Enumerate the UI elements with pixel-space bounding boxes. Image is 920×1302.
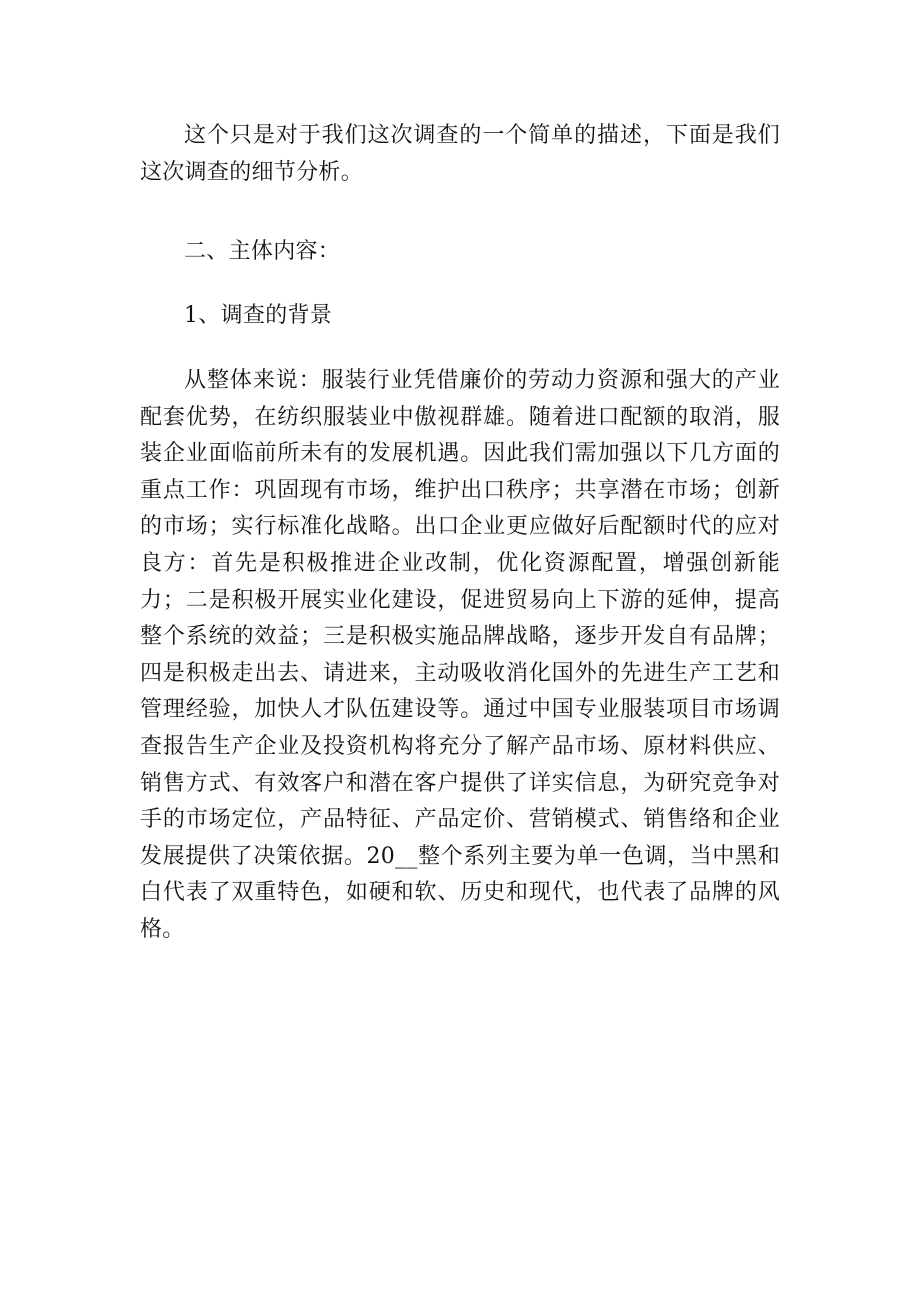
section-heading: 二、主体内容： xyxy=(184,239,341,264)
background-paragraph: 从整体来说：服装行业凭借廉价的劳动力资源和强大的产业配套优势，在纺织服装业中傲视群雄。随着进口配额的取消，服装企业面临前所未有的发展机遇。因此我们需加强以下几方面的重点工作：巩固现有市场，维护出口秩序；共享潜在市场；创新的市场；实行标准化战略。出口企业更应做好后配额时代的应对良方：首先是积极推进企业改制，优化资源配置，增强创新能力；二是积极开展实业化建设，促进贸易向上下游的延伸，提高整个系统的效益；三是积极实施品牌战略，逐步开发自有品牌；四是积极走出去、请进来，主动吸收消化国外的先进生产工艺和管理经验，加快人才队伍建设等。通过中国专业服装项目市场调查报告生产企业及投资机构将充分了解产品市场、原材料供应、销售方式、有效客户和潜在客户提供了详实信息，为研究竞争对手的市场定位，产品特征、产品定价、营销模式、销售络和企业发展提供了决策依据。20__整个系列主要为单一色调，当中黑和白代表了双重特色，如硬和软、历史和现代，也代表了品牌的风格。 xyxy=(140,368,780,942)
subsection-heading: 1、调查的背景 xyxy=(184,303,333,328)
intro-paragraph: 这个只是对于我们这次调查的一个简单的描述，下面是我们这次调查的细节分析。 xyxy=(140,123,780,185)
